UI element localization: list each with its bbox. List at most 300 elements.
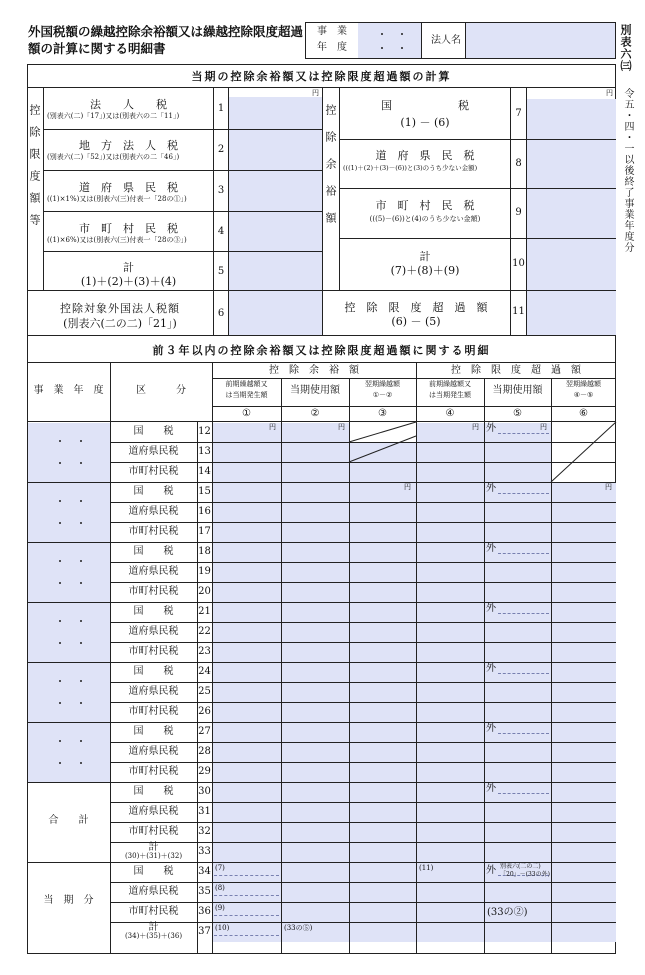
col-header-line2: は当期発生額	[225, 391, 268, 399]
amount-cell[interactable]	[485, 743, 551, 762]
date-separator	[59, 440, 61, 442]
row-number: 34	[198, 866, 211, 877]
amount-cell[interactable]	[485, 763, 551, 782]
fiscal-year-field[interactable]	[28, 603, 110, 662]
col-number: ②	[310, 408, 320, 419]
amount-cell[interactable]	[282, 563, 349, 582]
section2-heading: 前３年以内の控除余裕額又は控除限度超過額に関する明細	[152, 344, 491, 357]
amount-cell[interactable]	[282, 883, 349, 902]
amount-cell[interactable]	[282, 503, 349, 522]
amount-cell[interactable]	[485, 563, 551, 582]
amount-cell[interactable]	[350, 903, 416, 922]
kubun-total: 計	[148, 842, 159, 853]
ref-underline	[214, 875, 279, 876]
form-title-line1: 外国税額の繰越控除余裕額又は繰越控除限度超過	[28, 24, 304, 39]
amount-cell[interactable]	[282, 623, 349, 642]
row10-amount[interactable]	[527, 239, 616, 290]
amount-cell[interactable]	[350, 463, 416, 482]
date-separator	[80, 762, 82, 764]
date-separator	[80, 582, 82, 584]
group-deduction-margin: 控 除 余 裕 額	[269, 365, 359, 376]
row5-amount[interactable]	[229, 252, 322, 290]
ref-beppyo-1: 別表六(二の二)	[500, 863, 541, 870]
row4-label: 市 町 村 民 税	[79, 222, 178, 235]
amount-cell[interactable]	[282, 743, 349, 762]
amount-cell[interactable]	[213, 503, 281, 522]
amount-cell[interactable]	[282, 683, 349, 702]
amount-cell[interactable]	[417, 583, 484, 602]
row1-label: 法 人 税	[90, 98, 167, 111]
amount-cell[interactable]	[552, 823, 616, 842]
row4-amount[interactable]	[229, 212, 322, 251]
amount-cell[interactable]	[485, 523, 551, 542]
kubun-label: 国 税	[133, 426, 174, 437]
amount-cell[interactable]	[282, 443, 349, 462]
amount-cell[interactable]	[282, 823, 349, 842]
amount-cell[interactable]	[417, 463, 484, 482]
amount-cell[interactable]	[552, 763, 616, 782]
amount-cell[interactable]	[350, 923, 416, 942]
ref-33-5: (33の⑤)	[284, 924, 313, 932]
kubun-label: 道府県民税	[128, 686, 179, 697]
row8-amount[interactable]	[527, 140, 616, 188]
kubun-label: 道府県民税	[128, 446, 179, 457]
row1-sub: (別表六(二)「17」)又は(別表六の二「11」)	[47, 112, 180, 120]
year-label-1: 事 業	[317, 26, 347, 37]
kubun-label: 市町村民税	[128, 526, 179, 537]
ref-underline	[214, 935, 279, 936]
row-number: 23	[198, 646, 211, 657]
yen-unit: 円	[540, 423, 547, 431]
form-title-line2: 額の計算に関する明細書	[28, 41, 166, 56]
amount-cell[interactable]	[552, 503, 616, 522]
amount-cell[interactable]	[282, 663, 349, 682]
row-number: 12	[198, 426, 211, 437]
row6-label: 控除対象外国法人税額	[60, 302, 180, 315]
yen-unit: 円	[338, 423, 345, 431]
foreign-underline	[498, 793, 549, 794]
row1-amount[interactable]	[229, 97, 322, 129]
amount-cell[interactable]	[213, 663, 281, 682]
amount-cell[interactable]	[350, 683, 416, 702]
amount-cell[interactable]	[350, 523, 416, 542]
date-separator	[80, 740, 82, 742]
amount-cell[interactable]	[485, 823, 551, 842]
amount-cell[interactable]	[552, 843, 616, 862]
amount-cell[interactable]	[417, 683, 484, 702]
amount-cell[interactable]	[213, 583, 281, 602]
yen-unit: 円	[606, 89, 613, 97]
fiscal-year-field[interactable]	[358, 23, 421, 58]
amount-cell[interactable]	[552, 603, 616, 622]
amount-cell[interactable]	[213, 843, 281, 862]
grid-line	[212, 378, 616, 379]
amount-cell[interactable]	[282, 583, 349, 602]
kubun-label: 道府県民税	[128, 506, 179, 517]
amount-cell[interactable]	[552, 543, 616, 562]
row7-amount[interactable]	[527, 99, 616, 139]
kubun-label: 道府県民税	[128, 626, 179, 637]
fiscal-year-field[interactable]	[28, 423, 110, 482]
amount-cell[interactable]	[485, 503, 551, 522]
amount-cell[interactable]	[282, 523, 349, 542]
foreign-underline	[498, 493, 549, 494]
kubun-label: 市町村民税	[128, 646, 179, 657]
amount-cell[interactable]	[213, 523, 281, 542]
amount-cell[interactable]	[282, 543, 349, 562]
amount-cell[interactable]	[282, 603, 349, 622]
amount-cell[interactable]	[213, 723, 281, 742]
row-number: 36	[198, 906, 211, 917]
foreign-underline	[498, 733, 549, 734]
amount-cell[interactable]	[552, 783, 616, 802]
date-separator	[80, 500, 82, 502]
amount-cell[interactable]	[350, 843, 416, 862]
foreign-marker: 外	[486, 603, 496, 614]
amount-cell[interactable]	[350, 543, 416, 562]
section1-heading: 当期の控除余裕額又は控除限度超過額の計算	[191, 70, 452, 83]
kubun-total-sub: (30)＋(31)＋(32)	[124, 852, 183, 860]
date-separator	[80, 440, 82, 442]
row-number: 24	[198, 666, 211, 677]
amount-cell[interactable]	[213, 763, 281, 782]
foreign-underline	[498, 433, 549, 434]
amount-cell[interactable]	[417, 483, 484, 502]
row5-sub: (1)＋(2)＋(3)＋(4)	[80, 275, 177, 288]
amount-cell[interactable]	[213, 783, 281, 802]
row-number: 26	[198, 706, 211, 717]
foreign-marker: 外	[486, 543, 496, 554]
row-number: 11	[512, 306, 525, 317]
row3-amount[interactable]	[229, 171, 322, 211]
side-form-number: 別表六㈢	[619, 24, 632, 72]
col-header-line1: 翌期繰越額	[365, 380, 400, 388]
amount-cell[interactable]	[485, 703, 551, 722]
amount-cell[interactable]	[552, 863, 616, 882]
row-number: 31	[198, 806, 211, 817]
col-number: ④	[445, 408, 455, 419]
row-number: 33	[198, 846, 211, 857]
amount-cell[interactable]	[417, 543, 484, 562]
row-number: 30	[198, 786, 211, 797]
amount-cell[interactable]	[417, 743, 484, 762]
amount-cell[interactable]	[485, 623, 551, 642]
foreign-marker: 外	[486, 483, 496, 494]
amount-cell[interactable]	[417, 563, 484, 582]
amount-cell[interactable]	[213, 823, 281, 842]
date-separator	[59, 560, 61, 562]
row7-label: 国 税	[381, 99, 469, 112]
row9-sub: (((5)－(6))と(4)のうち少ない金額)	[369, 215, 481, 223]
side-date-note: 令五・四・一以後終了事業年度分	[622, 88, 633, 253]
row8-label: 道 府 県 民 税	[375, 149, 475, 162]
col-header: 当期使用額	[492, 385, 543, 396]
amount-cell[interactable]	[417, 703, 484, 722]
row-number: 25	[198, 686, 211, 697]
amount-cell[interactable]	[282, 843, 349, 862]
amount-cell[interactable]	[552, 743, 616, 762]
amount-cell[interactable]	[417, 603, 484, 622]
row-number: 18	[198, 546, 211, 557]
amount-cell[interactable]	[417, 643, 484, 662]
amount-cell[interactable]	[552, 623, 616, 642]
row11-amount[interactable]	[527, 291, 616, 335]
col-number: ⑥	[579, 408, 588, 419]
row6-sub: (別表六(二の二)「21」)	[63, 317, 177, 330]
amount-cell[interactable]	[213, 703, 281, 722]
amount-cell[interactable]	[485, 803, 551, 822]
amount-cell[interactable]	[282, 463, 349, 482]
amount-cell[interactable]	[552, 903, 616, 922]
amount-cell[interactable]	[282, 763, 349, 782]
amount-cell[interactable]	[213, 563, 281, 582]
amount-cell[interactable]	[213, 743, 281, 762]
kubun-label: 市町村民税	[128, 766, 179, 777]
amount-cell[interactable]	[213, 683, 281, 702]
amount-cell[interactable]	[350, 663, 416, 682]
date-separator	[59, 462, 61, 464]
amount-cell[interactable]	[213, 803, 281, 822]
amount-cell[interactable]	[350, 803, 416, 822]
amount-cell[interactable]	[417, 663, 484, 682]
col-header-line1: 前期繰越額又	[429, 380, 471, 388]
col-number: ③	[378, 408, 387, 419]
kubun-label: 市町村民税	[128, 906, 179, 917]
row-number: 29	[198, 766, 211, 777]
row-number: 37	[198, 926, 211, 937]
foreign-underline	[498, 673, 549, 674]
kubun-total-sub: (34)＋(35)＋(36)	[124, 932, 183, 940]
grid-line	[212, 406, 616, 407]
row8-sub: (((1)＋(2)＋(3)－(6))と(3)のうち少ない金額)	[343, 164, 478, 172]
yen-unit: 円	[605, 483, 612, 491]
date-separator	[80, 680, 82, 682]
amount-cell[interactable]	[552, 683, 616, 702]
kubun-label: 道府県民税	[128, 746, 179, 757]
yen-unit: 円	[472, 423, 479, 431]
date-separator	[80, 702, 82, 704]
amount-cell[interactable]	[485, 643, 551, 662]
amount-cell[interactable]	[552, 643, 616, 662]
amount-cell[interactable]	[350, 443, 416, 462]
ref-10: (10)	[215, 924, 230, 932]
row-number: 14	[198, 466, 211, 477]
amount-cell[interactable]	[417, 823, 484, 842]
amount-cell[interactable]	[552, 803, 616, 822]
amount-cell[interactable]	[282, 483, 349, 502]
amount-cell[interactable]	[213, 623, 281, 642]
total-label: 合 計	[48, 815, 89, 826]
amount-cell[interactable]	[282, 723, 349, 742]
ref-7: (7)	[215, 864, 225, 872]
amount-cell[interactable]	[417, 803, 484, 822]
amount-cell[interactable]	[350, 503, 416, 522]
amount-cell[interactable]	[552, 663, 616, 682]
kubun-label: 国 税	[133, 866, 174, 877]
amount-cell[interactable]	[417, 903, 484, 922]
row9-amount[interactable]	[527, 189, 616, 238]
col-header-line2: は当期発生額	[429, 391, 471, 399]
amount-cell[interactable]	[282, 803, 349, 822]
amount-cell[interactable]	[213, 443, 281, 462]
amount-cell[interactable]	[350, 583, 416, 602]
amount-cell[interactable]	[417, 523, 484, 542]
kubun-total: 計	[148, 922, 159, 933]
amount-cell[interactable]	[552, 583, 616, 602]
date-separator	[59, 740, 61, 742]
foreign-marker: 外	[486, 865, 496, 876]
amount-cell[interactable]	[485, 843, 551, 862]
current-period-label: 当 期 分	[43, 895, 94, 906]
amount-cell[interactable]	[282, 643, 349, 662]
ref-9: (9)	[215, 904, 225, 912]
foreign-underline	[498, 613, 549, 614]
amount-cell[interactable]	[417, 783, 484, 802]
yen-unit: 円	[404, 483, 411, 491]
amount-cell[interactable]	[350, 743, 416, 762]
amount-cell[interactable]	[213, 543, 281, 562]
amount-cell[interactable]	[552, 883, 616, 902]
amount-cell[interactable]	[350, 863, 416, 882]
col-number: ①	[242, 408, 251, 419]
amount-cell[interactable]	[485, 463, 551, 482]
amount-cell[interactable]	[350, 783, 416, 802]
amount-cell[interactable]	[417, 923, 484, 942]
group-limit-excess: 控 除 限 度 超 過 額	[451, 365, 581, 376]
amount-cell[interactable]	[485, 683, 551, 702]
amount-cell[interactable]	[350, 563, 416, 582]
amount-cell[interactable]	[417, 623, 484, 642]
amount-cell[interactable]	[213, 643, 281, 662]
row-number: 15	[198, 486, 211, 497]
amount-cell[interactable]	[552, 703, 616, 722]
row-number: 6	[217, 308, 225, 319]
kubun-label: 国 税	[133, 606, 174, 617]
kubun-label: 道府県民税	[128, 886, 179, 897]
row4-sub: ((1)×6%)又は(別表六(三)付表一「28の③」)	[47, 236, 187, 244]
amount-cell[interactable]	[417, 723, 484, 742]
foreign-marker: 外	[486, 423, 496, 434]
kubun-label: 市町村民税	[128, 586, 179, 597]
date-separator	[59, 522, 61, 524]
row-number: 35	[198, 886, 211, 897]
row-number: 5	[217, 266, 225, 277]
row2-amount[interactable]	[229, 130, 322, 170]
date-separator	[59, 500, 61, 502]
row6-amount[interactable]	[229, 291, 322, 335]
amount-cell[interactable]	[417, 843, 484, 862]
col-header: 当期使用額	[290, 385, 340, 396]
kubun-label: 国 税	[133, 666, 174, 677]
fiscal-year-field[interactable]	[28, 483, 110, 542]
date-separator	[80, 522, 82, 524]
amount-cell[interactable]	[213, 463, 281, 482]
kubun-label: 道府県民税	[128, 566, 179, 577]
amount-cell[interactable]	[417, 883, 484, 902]
amount-cell[interactable]	[350, 763, 416, 782]
row-number: 9	[515, 207, 522, 218]
amount-cell[interactable]	[213, 483, 281, 502]
corp-name-field[interactable]	[466, 23, 615, 58]
col-header-line1: 前期繰越額又	[225, 380, 268, 388]
amount-cell[interactable]	[485, 883, 551, 902]
row-number: 17	[198, 526, 211, 537]
amount-cell[interactable]	[350, 883, 416, 902]
fiscal-year-field[interactable]	[28, 543, 110, 602]
kubun-label: 市町村民税	[128, 826, 179, 837]
amount-cell[interactable]	[417, 443, 484, 462]
row11-label: 控 除 限 度 超 過 額	[344, 301, 488, 314]
amount-cell[interactable]	[485, 443, 551, 462]
yen-unit: 円	[312, 89, 319, 97]
row2-label: 地 方 法 人 税	[79, 139, 178, 152]
amount-cell[interactable]	[282, 863, 349, 882]
row-number: 22	[198, 626, 211, 637]
amount-cell[interactable]	[552, 723, 616, 742]
amount-cell[interactable]	[350, 703, 416, 722]
amount-cell[interactable]	[282, 783, 349, 802]
ref-underline	[214, 915, 279, 916]
row-number: 8	[515, 158, 522, 169]
fiscal-year-field[interactable]	[28, 723, 110, 782]
amount-cell[interactable]	[485, 923, 551, 942]
row-number: 2	[217, 144, 225, 155]
date-separator	[80, 462, 82, 464]
col-category: 区 分	[136, 385, 186, 396]
amount-cell[interactable]	[282, 703, 349, 722]
amount-cell[interactable]	[350, 823, 416, 842]
date-separator	[59, 642, 61, 644]
foreign-marker: 外	[486, 723, 496, 734]
amount-cell[interactable]	[485, 583, 551, 602]
amount-cell[interactable]	[552, 563, 616, 582]
date-separator	[59, 762, 61, 764]
row-number: 20	[198, 586, 211, 597]
amount-cell[interactable]	[350, 723, 416, 742]
amount-cell[interactable]	[552, 923, 616, 942]
row10-sub: (7)＋(8)＋(9)	[390, 264, 460, 277]
fiscal-year-field[interactable]	[28, 663, 110, 722]
amount-cell[interactable]	[350, 603, 416, 622]
row-number: 1	[217, 103, 225, 114]
row-number: 3	[217, 185, 225, 196]
row-number: 13	[198, 446, 211, 457]
date-separator	[59, 680, 61, 682]
kubun-label: 道府県民税	[128, 806, 179, 817]
amount-cell[interactable]	[552, 523, 616, 542]
amount-cell[interactable]	[213, 603, 281, 622]
amount-cell[interactable]	[417, 763, 484, 782]
amount-cell[interactable]	[417, 503, 484, 522]
kubun-label: 市町村民税	[128, 706, 179, 717]
kubun-label: 国 税	[133, 486, 174, 497]
row-number: 7	[515, 108, 522, 119]
foreign-marker: 外	[486, 663, 496, 674]
row7-sub: (1) － (6)	[400, 116, 450, 129]
amount-cell[interactable]	[350, 643, 416, 662]
ref-8: (8)	[215, 884, 225, 892]
amount-cell[interactable]	[282, 903, 349, 922]
row-number: 19	[198, 566, 211, 577]
row-number: 4	[217, 226, 225, 237]
row5-label: 計	[123, 261, 134, 274]
grid-line	[27, 421, 616, 422]
foreign-underline	[498, 553, 549, 554]
col-header-line2: ①－②	[372, 391, 393, 399]
amount-cell[interactable]	[350, 623, 416, 642]
ref-11: (11)	[419, 864, 434, 872]
ref-underline	[214, 895, 279, 896]
